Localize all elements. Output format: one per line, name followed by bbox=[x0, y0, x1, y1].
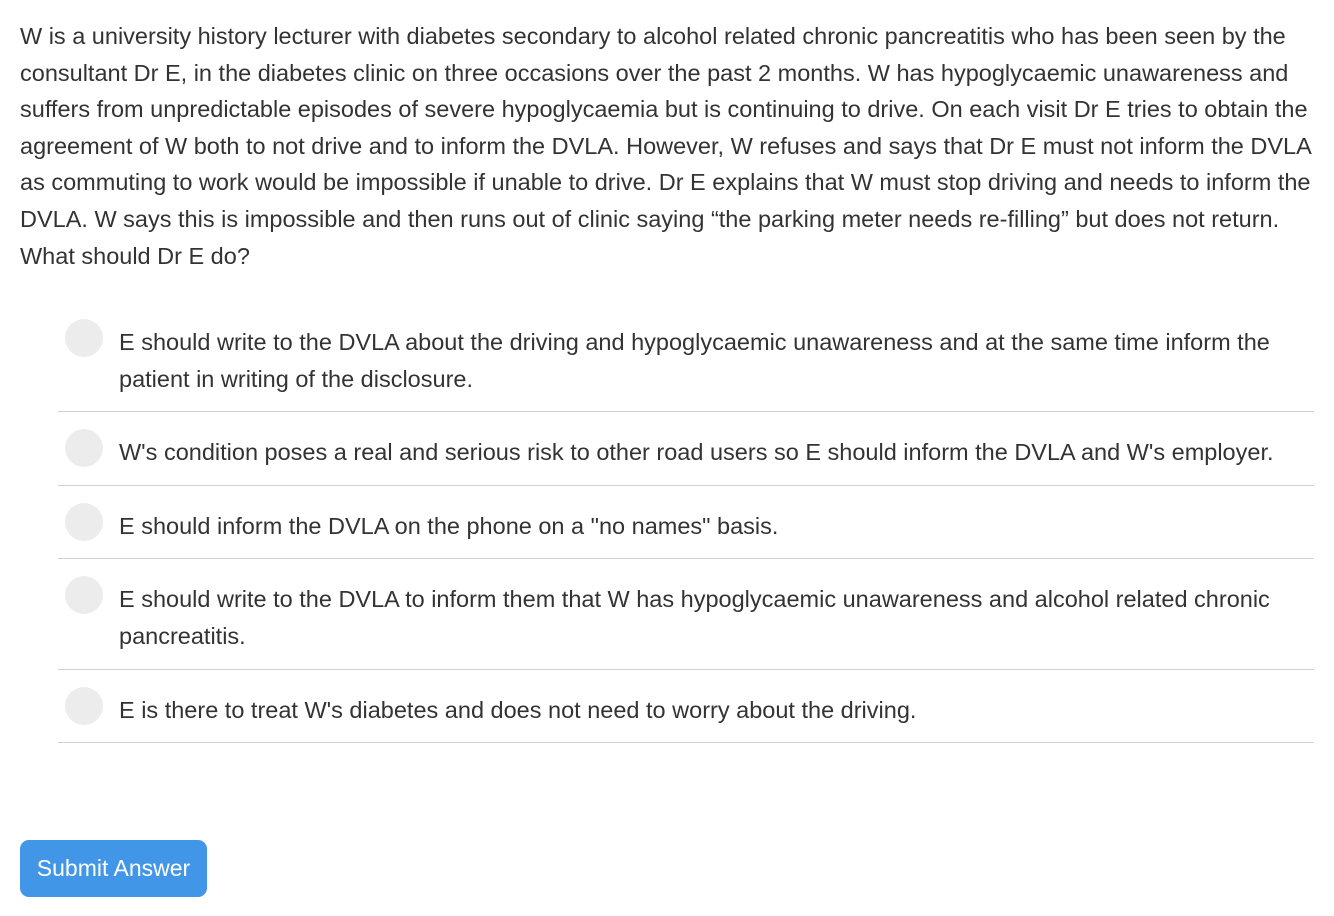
option-label: E should write to the DVLA about the driving and hypoglycaemic unawareness and at the same time inform the patient in writing of the disclosure. bbox=[119, 329, 1270, 392]
question-text: W is a university history lecturer with diabetes secondary to alcohol related chronic pancreatitis who has been seen by the consultant Dr E, in the diabetes clinic on three occasions over the past 2 months. W has hypoglycaemic unawareness and suffers from unpredictable episodes of severe hypoglycaemia but is continuing to drive. On each visit Dr E tries to obtain the agreement of W both to not drive and to inform the DVLA. However, W refuses and says that Dr E must not inform the DVLA as commuting to work would be impossible if unable to drive. Dr E explains that W must stop driving and needs to inform the DVLA. W says this is impossible and then runs out of clinic saying “the parking meter needs re-filling” but does not return. What should Dr E do? bbox=[20, 23, 1311, 269]
radio-button[interactable] bbox=[65, 319, 103, 357]
option-label: E should inform the DVLA on the phone on a "no names" basis. bbox=[119, 512, 779, 539]
answer-option-b[interactable] bbox=[58, 412, 1314, 486]
radio-button[interactable] bbox=[65, 576, 103, 614]
option-label: E should write to the DVLA to inform them that W has hypoglycaemic unawareness and alcohol related chronic pancreatitis. bbox=[119, 586, 1270, 649]
submit-answer-button[interactable]: Submit Answer bbox=[20, 840, 207, 897]
radio-button[interactable] bbox=[65, 503, 103, 541]
answer-option-a[interactable] bbox=[58, 302, 1314, 412]
answer-option-c[interactable] bbox=[58, 486, 1314, 560]
answer-options bbox=[58, 302, 1314, 743]
radio-button[interactable] bbox=[65, 687, 103, 725]
radio-button[interactable] bbox=[65, 429, 103, 467]
option-label: W's condition poses a real and serious risk to other road users so E should inform the DVLA and W's employer. bbox=[119, 439, 1274, 466]
answer-option-e[interactable] bbox=[58, 670, 1314, 744]
answer-option-d[interactable] bbox=[58, 559, 1314, 669]
option-label: E is there to treat W's diabetes and does not need to worry about the driving. bbox=[119, 696, 917, 723]
